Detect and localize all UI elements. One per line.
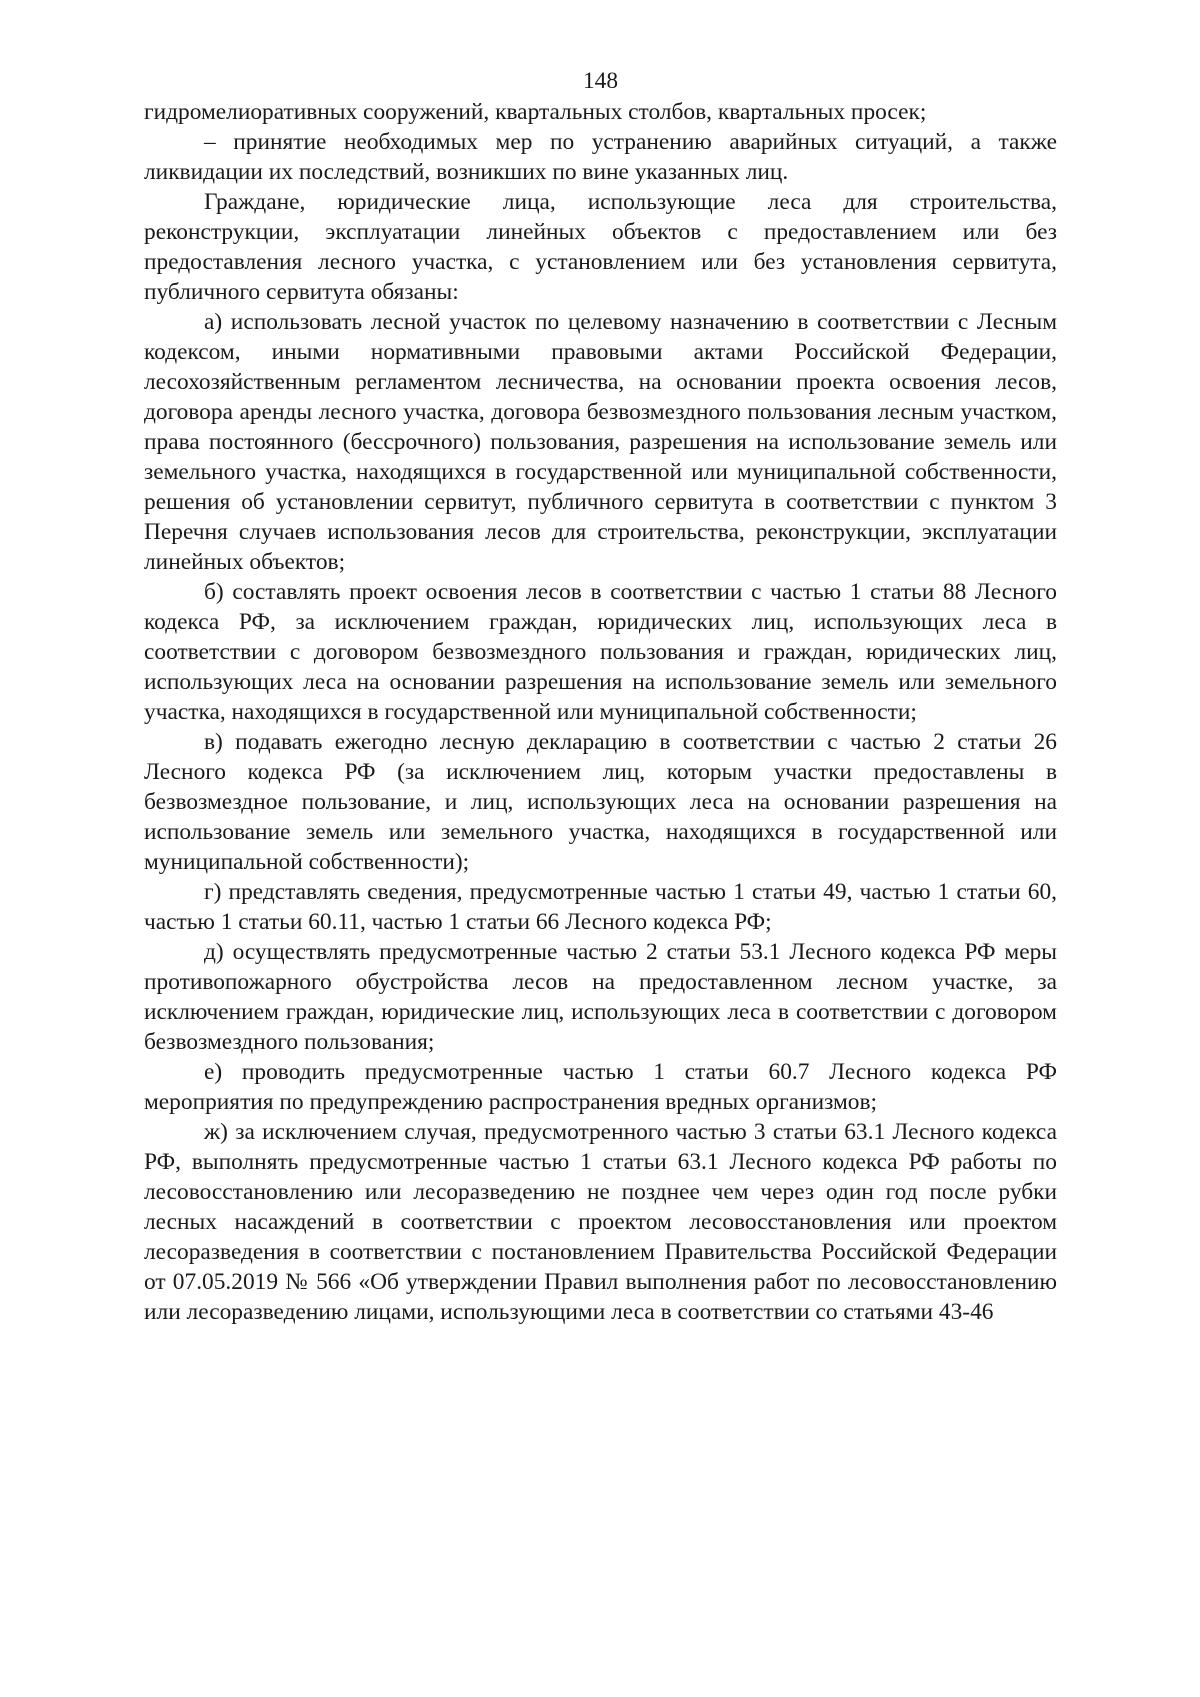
paragraph-emergency-measures: – принятие необходимых мер по устранению аварийных ситуаций, а также ликвидации их последствий, возникших по вине указанных лиц. <box>144 129 1057 185</box>
paragraph-continuation: гидромелиоративных сооружений, квартальных столбов, квартальных просек; <box>144 99 927 125</box>
paragraph-item-e: е) проводить предусмотренные частью 1 статьи 60.7 Лесного кодекса РФ мероприятия по предупреждению распространения вредных организмов; <box>144 1059 1057 1115</box>
paragraph-item-b: б) составлять проект освоения лесов в соответствии с частью 1 статьи 88 Лесного кодекса РФ, за исключением граждан, юридических лиц, использующих леса в соответствии с договором безвозмездного пользования и граждан, юридических лиц, использующих леса на основании разрешения на использование земель или земельного участка, находящихся в государственной или муниципальной собственности; <box>144 579 1057 725</box>
document-page <box>144 66 1057 1327</box>
paragraph-item-a: а) использовать лесной участок по целевому назначению в соответствии с Лесным кодексом, иными нормативными правовыми актами Российской Федерации, лесохозяйственным регламентом лесничества, на основании проекта освоения лесов, договора аренды лесного участка, договора безвозмездного пользования лесным участком, права постоянного (бессрочного) пользования, разрешения на использование земель или земельного участка, находящихся в государственной или муниципальной собственности, решения об установлении сервитут, публичного сервитута в соответствии с пунктом 3 Перечня случаев использования лесов для строительства, реконструкции, эксплуатации линейных объектов; <box>144 309 1057 575</box>
paragraph-item-g: г) представлять сведения, предусмотренные частью 1 статьи 49, частью 1 статьи 60, частью 1 статьи 60.11, частью 1 статьи 66 Лесного кодекса РФ; <box>144 879 1057 935</box>
paragraph-item-d: д) осуществлять предусмотренные частью 2 статьи 53.1 Лесного кодекса РФ меры противопожарного обустройства лесов на предоставленном лесном участке, за исключением граждан, юридические лиц, использующих леса в соответствии с договором безвозмездного пользования; <box>144 939 1057 1055</box>
paragraph-item-v: в) подавать ежегодно лесную декларацию в соответствии с частью 2 статьи 26 Лесного кодекса РФ (за исключением лиц, которым участки предоставлены в безвозмездное пользование, и лиц, использующих леса на основании разрешения на использование земель или земельного участка, находящихся в государственной или муниципальной собственности); <box>144 729 1057 875</box>
page-number: 148 <box>582 68 619 94</box>
paragraph-item-zh: ж) за исключением случая, предусмотренного частью 3 статьи 63.1 Лесного кодекса РФ, выполнять предусмотренные частью 1 статьи 63.1 Лесного кодекса РФ работы по лесовосстановлению или лесоразведению не позднее чем через один год после рубки лесных насаждений в соответствии с проектом лесовосстановления или проектом лесоразведения в соответствии с постановлением Правительства Российской Федерации от 07.05.2019 № 566 «Об утверждении Правил выполнения работ по лесовосстановлению или лесоразведению лицами, использующими леса в соответствии со статьями 43-46 <box>144 1119 1057 1325</box>
paragraph-obligations-intro: Граждане, юридические лица, использующие леса для строительства, реконструкции, эксплуатации линейных объектов с предоставлением или без предоставления лесного участка, с установлением или без установления сервитута, публичного сервитута обязаны: <box>144 189 1057 305</box>
